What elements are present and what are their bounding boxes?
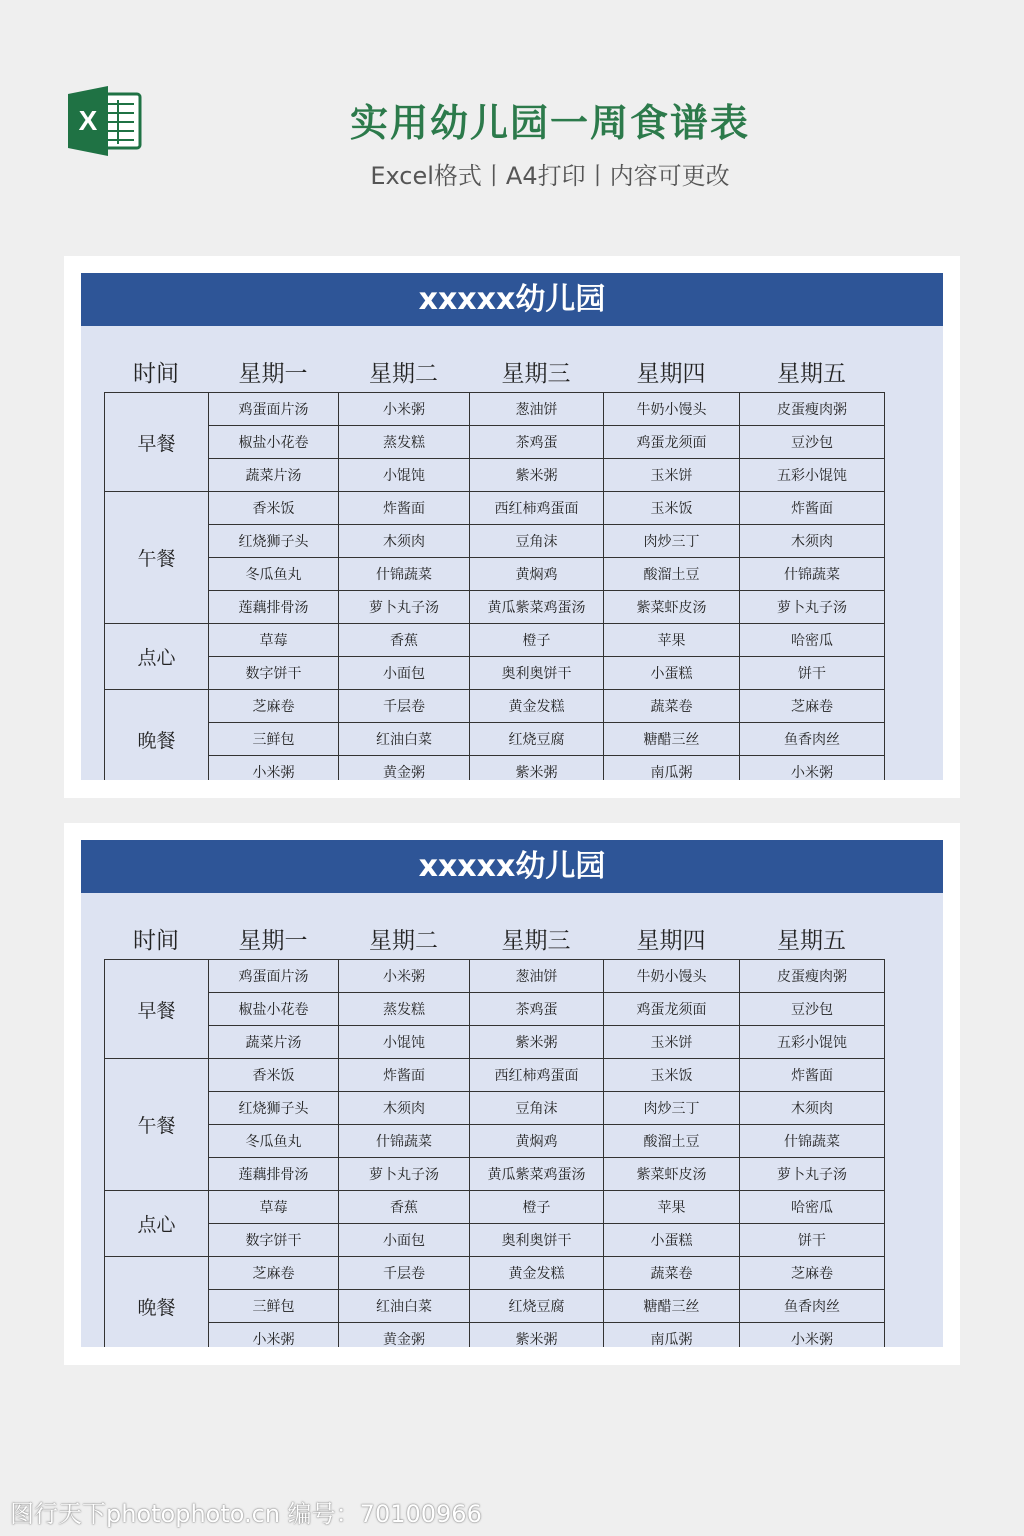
dish-cell: 豆沙包 xyxy=(740,993,885,1026)
dish-cell: 牛奶小馒头 xyxy=(604,393,740,426)
dish-cell: 什锦蔬菜 xyxy=(339,1125,470,1158)
column-header-row xyxy=(104,355,884,388)
dish-cell: 小蛋糕 xyxy=(604,657,740,690)
dish-cell: 萝卜丸子汤 xyxy=(339,591,470,624)
dish-cell: 小米粥 xyxy=(339,960,470,993)
dish-cell: 小米粥 xyxy=(209,756,339,781)
dish-cell: 萝卜丸子汤 xyxy=(740,591,885,624)
dish-cell: 橙子 xyxy=(470,1191,604,1224)
dish-cell: 奥利奥饼干 xyxy=(470,657,604,690)
dish-cell: 玉米饼 xyxy=(604,459,740,492)
dish-cell: 紫菜虾皮汤 xyxy=(604,1158,740,1191)
dish-cell: 木须肉 xyxy=(339,1092,470,1125)
dish-cell: 炸酱面 xyxy=(339,492,470,525)
dish-cell: 葱油饼 xyxy=(470,393,604,426)
dish-cell: 西红柿鸡蛋面 xyxy=(470,1059,604,1092)
dish-cell: 小米粥 xyxy=(209,1323,339,1348)
dish-cell: 红烧豆腐 xyxy=(470,1290,604,1323)
dish-cell: 黄金粥 xyxy=(339,1323,470,1348)
column-header: 星期二 xyxy=(369,928,438,954)
dish-cell: 黄金发糕 xyxy=(470,1257,604,1290)
meal-label: 点心 xyxy=(105,1191,209,1257)
dish-cell: 莲藕排骨汤 xyxy=(209,591,339,624)
dish-cell: 香蕉 xyxy=(339,624,470,657)
table-row xyxy=(105,1125,885,1158)
dish-cell: 红烧豆腐 xyxy=(470,723,604,756)
dish-cell: 糖醋三丝 xyxy=(604,1290,740,1323)
menu-card-1 xyxy=(64,256,960,798)
dish-cell: 小馄饨 xyxy=(339,459,470,492)
dish-cell: 牛奶小馒头 xyxy=(604,960,740,993)
dish-cell: 茶鸡蛋 xyxy=(470,993,604,1026)
dish-cell: 红烧狮子头 xyxy=(209,525,339,558)
dish-cell: 皮蛋瘦肉粥 xyxy=(740,393,885,426)
dish-cell: 紫米粥 xyxy=(470,1323,604,1348)
dish-cell: 黄瓜紫菜鸡蛋汤 xyxy=(470,1158,604,1191)
dish-cell: 小蛋糕 xyxy=(604,1224,740,1257)
dish-cell: 小面包 xyxy=(339,657,470,690)
dish-cell: 黄瓜紫菜鸡蛋汤 xyxy=(470,591,604,624)
dish-cell: 苹果 xyxy=(604,624,740,657)
meal-label: 晚餐 xyxy=(105,1257,209,1348)
dish-cell: 鱼香肉丝 xyxy=(740,1290,885,1323)
column-header: 时间 xyxy=(133,361,179,387)
table-row xyxy=(105,993,885,1026)
table-row xyxy=(105,459,885,492)
dish-cell: 冬瓜鱼丸 xyxy=(209,1125,339,1158)
dish-cell: 草莓 xyxy=(209,624,339,657)
dish-cell: 蔬菜卷 xyxy=(604,690,740,723)
menu-table xyxy=(104,392,885,780)
dish-cell: 萝卜丸子汤 xyxy=(339,1158,470,1191)
meal-label: 晚餐 xyxy=(105,690,209,781)
dish-cell: 蔬菜卷 xyxy=(604,1257,740,1290)
dish-cell: 芝麻卷 xyxy=(740,1257,885,1290)
dish-cell: 奥利奥饼干 xyxy=(470,1224,604,1257)
dish-cell: 鸡蛋面片汤 xyxy=(209,393,339,426)
dish-cell: 小米粥 xyxy=(339,393,470,426)
dish-cell: 什锦蔬菜 xyxy=(740,1125,885,1158)
dish-cell: 鱼香肉丝 xyxy=(740,723,885,756)
dish-cell: 蒸发糕 xyxy=(339,426,470,459)
table-row xyxy=(105,657,885,690)
dish-cell: 数字饼干 xyxy=(209,1224,339,1257)
dish-cell: 木须肉 xyxy=(740,1092,885,1125)
table-row xyxy=(105,723,885,756)
dish-cell: 香米饭 xyxy=(209,492,339,525)
dish-cell: 黄焖鸡 xyxy=(470,1125,604,1158)
dish-cell: 香蕉 xyxy=(339,1191,470,1224)
table-row xyxy=(105,591,885,624)
column-header: 星期一 xyxy=(238,361,308,387)
dish-cell: 豆沙包 xyxy=(740,426,885,459)
dish-cell: 红油白菜 xyxy=(339,1290,470,1323)
table-row xyxy=(105,1323,885,1348)
table-row xyxy=(105,1257,885,1290)
dish-cell: 紫菜虾皮汤 xyxy=(604,591,740,624)
dish-cell: 哈密瓜 xyxy=(740,624,885,657)
table-row xyxy=(105,756,885,781)
dish-cell: 小面包 xyxy=(339,1224,470,1257)
dish-cell: 玉米饭 xyxy=(604,492,740,525)
dish-cell: 三鲜包 xyxy=(209,1290,339,1323)
dish-cell: 五彩小馄饨 xyxy=(740,459,885,492)
table-row xyxy=(105,1026,885,1059)
dish-cell: 三鲜包 xyxy=(209,723,339,756)
dish-cell: 橙子 xyxy=(470,624,604,657)
column-header: 星期三 xyxy=(501,928,571,954)
table-row xyxy=(105,1224,885,1257)
kindergarten-banner: xxxxx幼儿园 xyxy=(81,273,943,326)
column-header: 时间 xyxy=(133,928,179,954)
dish-cell: 肉炒三丁 xyxy=(604,525,740,558)
dish-cell: 紫米粥 xyxy=(470,756,604,781)
dish-cell: 红油白菜 xyxy=(339,723,470,756)
watermark: 图行天下photophoto.cn 编号：70100966 xyxy=(10,1500,482,1528)
dish-cell: 什锦蔬菜 xyxy=(339,558,470,591)
dish-cell: 皮蛋瘦肉粥 xyxy=(740,960,885,993)
dish-cell: 椒盐小花卷 xyxy=(209,993,339,1026)
dish-cell: 萝卜丸子汤 xyxy=(740,1158,885,1191)
table-row xyxy=(105,426,885,459)
dish-cell: 肉炒三丁 xyxy=(604,1092,740,1125)
dish-cell: 豆角沫 xyxy=(470,525,604,558)
dish-cell: 小米粥 xyxy=(740,756,885,781)
table-row xyxy=(105,558,885,591)
dish-cell: 玉米饭 xyxy=(604,1059,740,1092)
column-header: 星期二 xyxy=(369,361,438,387)
dish-cell: 茶鸡蛋 xyxy=(470,426,604,459)
table-row xyxy=(105,525,885,558)
dish-cell: 草莓 xyxy=(209,1191,339,1224)
excel-icon xyxy=(66,86,142,156)
dish-cell: 小馄饨 xyxy=(339,1026,470,1059)
dish-cell: 葱油饼 xyxy=(470,960,604,993)
dish-cell: 千层卷 xyxy=(339,690,470,723)
dish-cell: 炸酱面 xyxy=(740,492,885,525)
dish-cell: 苹果 xyxy=(604,1191,740,1224)
page-subtitle: Excel格式丨A4打印丨内容可更改 xyxy=(370,162,730,190)
dish-cell: 黄金粥 xyxy=(339,756,470,781)
dish-cell: 西红柿鸡蛋面 xyxy=(470,492,604,525)
kindergarten-banner: xxxxx幼儿园 xyxy=(81,840,943,893)
dish-cell: 木须肉 xyxy=(740,525,885,558)
dish-cell: 芝麻卷 xyxy=(209,1257,339,1290)
table-row xyxy=(105,492,885,525)
column-header: 星期三 xyxy=(501,361,571,387)
dish-cell: 炸酱面 xyxy=(339,1059,470,1092)
dish-cell: 哈密瓜 xyxy=(740,1191,885,1224)
menu-table xyxy=(104,959,885,1347)
dish-cell: 糖醋三丝 xyxy=(604,723,740,756)
dish-cell: 什锦蔬菜 xyxy=(740,558,885,591)
dish-cell: 椒盐小花卷 xyxy=(209,426,339,459)
dish-cell: 紫米粥 xyxy=(470,459,604,492)
table-row xyxy=(105,1059,885,1092)
table-row xyxy=(105,393,885,426)
dish-cell: 鸡蛋龙须面 xyxy=(604,426,740,459)
dish-cell: 数字饼干 xyxy=(209,657,339,690)
dish-cell: 芝麻卷 xyxy=(740,690,885,723)
meal-label: 点心 xyxy=(105,624,209,690)
dish-cell: 饼干 xyxy=(740,657,885,690)
dish-cell: 蔬菜片汤 xyxy=(209,459,339,492)
table-row xyxy=(105,1158,885,1191)
dish-cell: 莲藕排骨汤 xyxy=(209,1158,339,1191)
dish-cell: 紫米粥 xyxy=(470,1026,604,1059)
meal-label: 午餐 xyxy=(105,492,209,624)
dish-cell: 南瓜粥 xyxy=(604,756,740,781)
dish-cell: 蒸发糕 xyxy=(339,993,470,1026)
table-row xyxy=(105,960,885,993)
meal-label: 早餐 xyxy=(105,393,209,492)
dish-cell: 玉米饼 xyxy=(604,1026,740,1059)
logo-letter: X xyxy=(78,105,98,136)
dish-cell: 豆角沫 xyxy=(470,1092,604,1125)
page-title: 实用幼儿园一周食谱表 xyxy=(349,101,750,145)
dish-cell: 炸酱面 xyxy=(740,1059,885,1092)
menu-card-2 xyxy=(64,823,960,1365)
dish-cell: 鸡蛋面片汤 xyxy=(209,960,339,993)
column-header-row xyxy=(104,922,884,955)
menu-sheet xyxy=(81,840,943,1347)
dish-cell: 五彩小馄饨 xyxy=(740,1026,885,1059)
dish-cell: 蔬菜片汤 xyxy=(209,1026,339,1059)
dish-cell: 小米粥 xyxy=(740,1323,885,1348)
table-row xyxy=(105,690,885,723)
dish-cell: 芝麻卷 xyxy=(209,690,339,723)
dish-cell: 酸溜土豆 xyxy=(604,558,740,591)
table-row xyxy=(105,1191,885,1224)
dish-cell: 红烧狮子头 xyxy=(209,1092,339,1125)
dish-cell: 黄焖鸡 xyxy=(470,558,604,591)
dish-cell: 饼干 xyxy=(740,1224,885,1257)
dish-cell: 冬瓜鱼丸 xyxy=(209,558,339,591)
dish-cell: 香米饭 xyxy=(209,1059,339,1092)
table-row xyxy=(105,624,885,657)
table-row xyxy=(105,1290,885,1323)
menu-sheet xyxy=(81,273,943,780)
dish-cell: 鸡蛋龙须面 xyxy=(604,993,740,1026)
column-header: 星期四 xyxy=(636,928,706,954)
column-header: 星期五 xyxy=(777,361,846,387)
column-header: 星期一 xyxy=(238,928,308,954)
column-header: 星期四 xyxy=(636,361,706,387)
dish-cell: 酸溜土豆 xyxy=(604,1125,740,1158)
dish-cell: 木须肉 xyxy=(339,525,470,558)
dish-cell: 南瓜粥 xyxy=(604,1323,740,1348)
dish-cell: 千层卷 xyxy=(339,1257,470,1290)
column-header: 星期五 xyxy=(777,928,846,954)
dish-cell: 黄金发糕 xyxy=(470,690,604,723)
table-row xyxy=(105,1092,885,1125)
meal-label: 午餐 xyxy=(105,1059,209,1191)
meal-label: 早餐 xyxy=(105,960,209,1059)
